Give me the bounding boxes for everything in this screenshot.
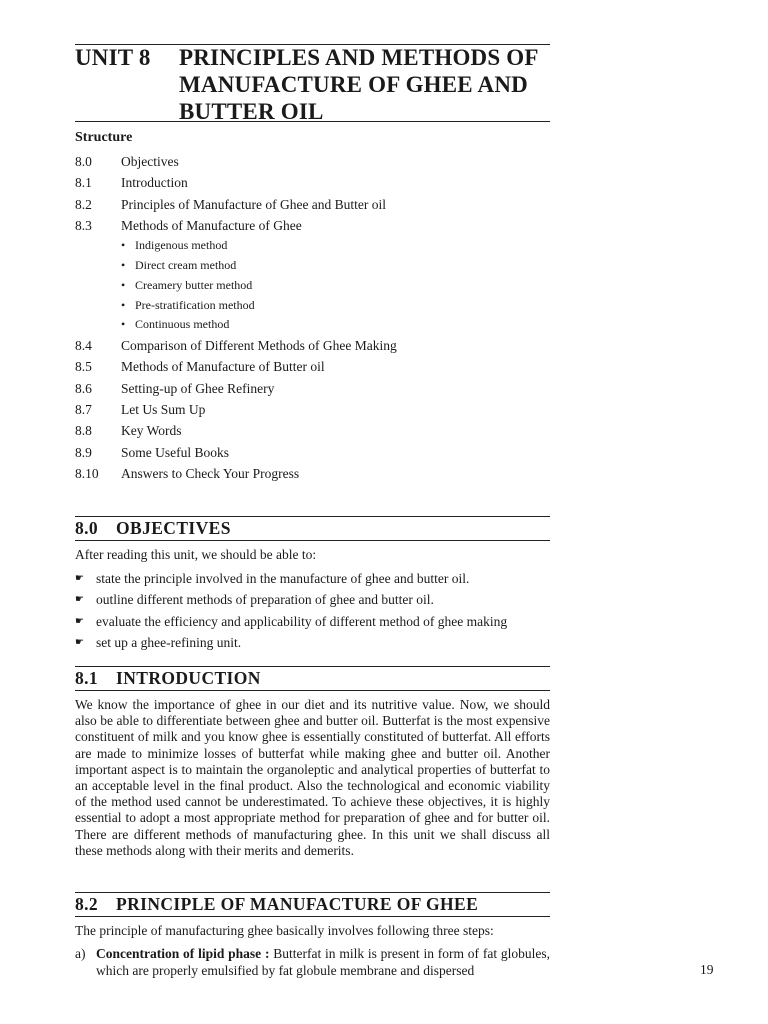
introduction-paragraph: We know the importance of ghee in our diet and its nutritive value. Now, we should also be able to differentiate between ghee and butter oil. Butterfat is the most expensive constituent of milk and you know ghee is essentially constituted of butterfat. All efforts are made to minimize losses of butterfat while making ghee and butter oil. Another important aspect is to maintain the organoleptic and analytical properties of butterfat to an acceptable level in the final product. Also the technological and economic viability of the method used cannot be underestimated. To achieve these objectives, it is highly essential to adopt a most appropriate method for preparation of ghee and for butter oil. There are different methods of manufacturing ghee. In this unit we shall discuss all these methods along with their merits and demerits. [75, 697, 550, 858]
toc-subitem-text: Indigenous method [135, 238, 228, 253]
toc-subitem-text: Direct cream method [135, 257, 237, 272]
principle-intro: The principle of manufacturing ghee basically involves following three steps: [75, 923, 494, 938]
toc-text: Objectives [121, 154, 179, 169]
toc-number: 8.10 [75, 465, 99, 481]
bullet-icon: • [121, 317, 126, 332]
toc-subitem-text: Creamery butter method [135, 277, 253, 292]
principle-step-a [75, 945, 550, 979]
objectives-list [75, 568, 550, 653]
step-body [96, 945, 550, 979]
toc-item [75, 378, 550, 399]
toc-item [75, 194, 550, 215]
list-item [75, 632, 550, 653]
step-term: Concentration of lipid phase : [96, 946, 270, 961]
toc-subitem [75, 315, 550, 335]
section-heading-objectives [75, 517, 550, 539]
section-title: PRINCIPLE OF MANUFACTURE OF GHEE [116, 894, 479, 914]
toc-subitem [75, 256, 550, 276]
step-label: a) [75, 946, 86, 961]
toc-text: Some Useful Books [121, 444, 229, 460]
bullet-icon: • [121, 257, 126, 272]
toc-number: 8.3 [75, 217, 92, 233]
toc-subitem-text: Continuous method [135, 317, 230, 332]
toc-text: Introduction [121, 175, 188, 191]
toc-item [75, 151, 550, 172]
list-item [75, 611, 550, 632]
toc-text: Let Us Sum Up [121, 402, 206, 418]
toc-subitem [75, 236, 550, 256]
toc-item [75, 215, 550, 236]
section-title: INTRODUCTION [116, 668, 261, 688]
objective-text: outline different methods of preparation of ghee and butter oil. [96, 592, 434, 608]
toc-number: 8.0 [75, 154, 92, 169]
structure-list [75, 151, 550, 484]
section-bottom-rule [75, 540, 550, 541]
pointing-hand-icon: ☛ [75, 636, 84, 648]
toc-number: 8.5 [75, 359, 92, 375]
objective-text: set up a ghee-refining unit. [96, 634, 242, 650]
unit-title-line: BUTTER OIL [179, 99, 324, 124]
toc-item [75, 335, 550, 356]
list-item [75, 568, 550, 589]
page-number: 19 [700, 962, 714, 977]
structure-heading: Structure [75, 130, 133, 145]
unit-title-line: MANUFACTURE OF GHEE AND [179, 72, 528, 97]
toc-item [75, 420, 550, 441]
toc-text: Principles of Manufacture of Ghee and Butter oil [121, 196, 387, 212]
bullet-icon: • [121, 238, 126, 253]
list-item [75, 589, 550, 610]
objectives-intro: After reading this unit, we should be able to: [75, 547, 317, 562]
section-heading-introduction [75, 667, 550, 689]
section-title: OBJECTIVES [116, 518, 231, 538]
section-number: 8.1 [75, 668, 99, 688]
toc-item [75, 399, 550, 420]
section-bottom-rule [75, 690, 550, 691]
unit-title-lines [179, 44, 539, 125]
bullet-icon: • [121, 297, 126, 312]
toc-text: Answers to Check Your Progress [121, 465, 300, 481]
section-bottom-rule [75, 916, 550, 917]
toc-item [75, 463, 550, 484]
toc-item [75, 172, 550, 193]
objective-text: evaluate the efficiency and applicability of different method of ghee making [96, 613, 508, 629]
unit-number: UNIT 8 [75, 45, 151, 70]
toc-text: Comparison of Different Methods of Ghee Making [121, 338, 397, 354]
toc-number: 8.1 [75, 175, 92, 191]
toc-item [75, 356, 550, 377]
toc-text: Key Words [121, 423, 182, 439]
toc-number: 8.4 [75, 338, 92, 354]
toc-subitem-text: Pre-stratification method [135, 297, 255, 312]
toc-number: 8.9 [75, 444, 92, 460]
pointing-hand-icon: ☛ [75, 573, 84, 584]
toc-number: 8.7 [75, 402, 92, 418]
toc-number: 8.8 [75, 423, 92, 439]
bullet-icon: • [121, 277, 126, 292]
section-number: 8.2 [75, 894, 99, 914]
toc-text: Methods of Manufacture of Ghee [121, 217, 302, 233]
title-bottom-rule [75, 121, 550, 122]
section-heading-principle [75, 893, 550, 915]
pointing-hand-icon: ☛ [75, 615, 84, 627]
toc-number: 8.2 [75, 196, 92, 212]
pointing-hand-icon: ☛ [75, 594, 84, 606]
toc-subitem [75, 276, 550, 296]
toc-text: Methods of Manufacture of Butter oil [121, 359, 325, 375]
unit-title-line: PRINCIPLES AND METHODS OF [179, 45, 539, 70]
step-text: Butterfat in milk is present in form of fat globules, which are properly emulsified by fat globule membrane and dispersed [96, 946, 550, 978]
objective-text: state the principle involved in the manufacture of ghee and butter oil. [96, 571, 470, 586]
toc-subitem [75, 296, 550, 316]
toc-text: Setting-up of Ghee Refinery [121, 380, 275, 396]
section-number: 8.0 [75, 518, 99, 538]
toc-item [75, 442, 550, 463]
toc-number: 8.6 [75, 380, 92, 396]
